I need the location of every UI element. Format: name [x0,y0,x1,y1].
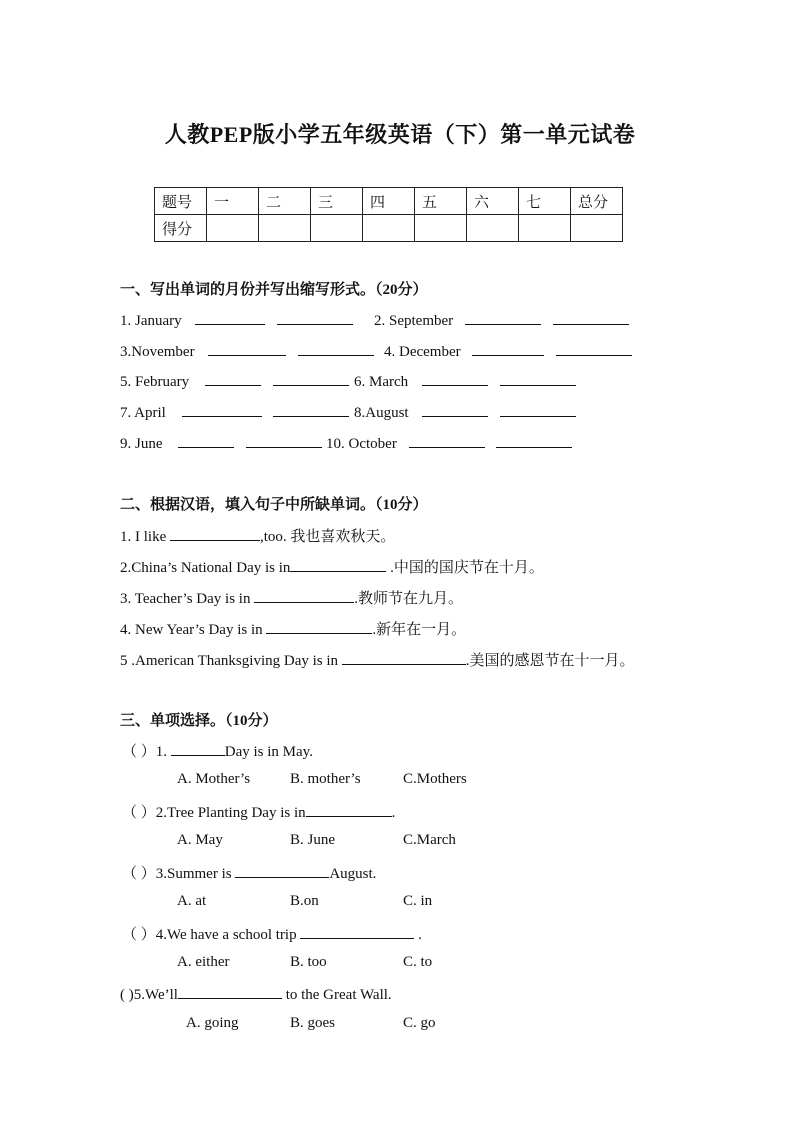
s1-word: 9. June [120,436,163,452]
answer-blank[interactable] [422,402,488,417]
s1-item-5-left [120,371,349,391]
s1-word: 1. January [120,313,182,329]
score-input-cell[interactable] [207,215,259,242]
s3-pre: （ ）2.Tree Planting Day is in [122,805,306,821]
answer-blank[interactable] [273,402,349,417]
option-b[interactable]: B.on [290,893,319,909]
answer-blank[interactable] [246,433,322,448]
s3-post: to the Great Wall. [281,987,392,1003]
option-c[interactable]: C.Mothers [403,771,467,787]
s2-post: .新年在一月。 [372,622,467,638]
s3-question [122,801,395,822]
s1-item-8-right [354,402,576,422]
s1-word: 8.August [354,405,409,421]
s1-word: 10. October [326,436,397,452]
s2-item [120,556,544,577]
s1-item-7-left [120,402,349,422]
score-input-cell[interactable] [467,215,519,242]
score-table [154,187,623,242]
s3-question [122,862,376,883]
section1-heading: 一、写出单词的月份并写出缩写形式。（20分） [120,282,428,298]
section2-heading: 二、根据汉语，填入句子中所缺单词。（10分） [120,497,428,513]
answer-blank[interactable] [208,341,286,356]
s1-item-1-left [120,310,353,330]
page-title: 人教PEP版小学五年级英语（下）第一单元试卷 [164,122,636,147]
s2-pre: 4. New Year’s Day is in [120,622,267,638]
s3-post: August. [329,866,377,882]
s1-item-4-right [384,341,632,361]
score-cell: 七 [519,188,571,215]
s2-post: .中国的国庆节在十月。 [386,560,544,576]
answer-blank[interactable] [170,526,260,541]
score-input-cell[interactable] [571,215,623,242]
answer-blank[interactable] [300,924,414,939]
s2-post: .教师节在九月。 [354,591,463,607]
answer-blank[interactable] [422,371,488,386]
score-cell: 三 [311,188,363,215]
answer-blank[interactable] [235,863,329,878]
score-input-cell[interactable] [259,215,311,242]
answer-blank[interactable] [178,984,282,999]
s1-item-3-left [120,341,374,361]
score-cell: 五 [415,188,467,215]
s2-post: ,too. 我也喜欢秋天。 [260,529,396,545]
s2-pre: 3. Teacher’s Day is in [120,591,255,607]
s1-word: 4. December [384,344,461,360]
s1-item-10-right [326,433,572,453]
s3-pre: （ ）1. [122,744,171,760]
option-b[interactable]: B. mother’s [290,771,361,787]
s3-pre: （ ）4.We have a school trip [122,927,301,943]
answer-blank[interactable] [290,557,386,572]
answer-blank[interactable] [171,741,225,756]
answer-blank[interactable] [553,310,629,325]
s1-word: 3.November [120,344,195,360]
s3-question [122,740,313,761]
s2-item [120,618,466,639]
s3-pre: （ ）3.Summer is [122,866,236,882]
s2-pre: 2.China’s National Day is in [120,560,291,576]
answer-blank[interactable] [195,310,265,325]
option-a[interactable]: A. May [177,832,223,848]
option-a[interactable]: A. going [186,1015,239,1031]
s2-item [120,525,395,546]
s1-word: 2. September [374,313,454,329]
s2-post: .美国的感恩节在十一月。 [465,653,635,669]
answer-blank[interactable] [178,433,234,448]
score-table-header-row [155,188,623,215]
s2-pre: 5 .American Thanksgiving Day is in [120,653,342,669]
option-b[interactable]: B. too [290,954,327,970]
answer-blank[interactable] [500,371,576,386]
answer-blank[interactable] [496,433,572,448]
option-c[interactable]: C. to [403,954,433,970]
s1-item-6-right [354,371,576,391]
answer-blank[interactable] [277,310,353,325]
option-a[interactable]: A. Mother’s [177,771,251,787]
s1-word: 6. March [354,374,409,390]
answer-blank[interactable] [556,341,632,356]
answer-blank[interactable] [500,402,576,417]
answer-blank[interactable] [298,341,374,356]
s1-item-9-left [120,433,322,453]
answer-blank[interactable] [273,371,349,386]
answer-blank[interactable] [465,310,541,325]
score-table-score-row [155,215,623,242]
option-a[interactable]: A. either [177,954,230,970]
answer-blank[interactable] [254,588,354,603]
section3-heading: 三、单项选择。（10分） [120,713,278,729]
score-cell: 总分 [571,188,623,215]
s3-question [120,984,392,1004]
score-cell: 四 [363,188,415,215]
option-a[interactable]: A. at [177,893,207,909]
answer-blank[interactable] [205,371,261,386]
answer-blank[interactable] [266,619,372,634]
answer-blank[interactable] [182,402,262,417]
answer-blank[interactable] [409,433,485,448]
score-cell: 六 [467,188,519,215]
score-row-label: 得分 [155,215,207,242]
answer-blank[interactable] [472,341,544,356]
score-cell: 题号 [155,188,207,215]
s1-word: 7. April [120,405,166,421]
s2-pre: 1. I like [120,529,170,545]
s2-item [120,649,635,670]
s3-question [122,923,422,944]
score-input-cell[interactable] [519,215,571,242]
score-cell: 一 [207,188,259,215]
s2-item [120,587,463,608]
s3-post: . [414,927,422,943]
s3-pre: ( )5.We’ll [120,987,178,1003]
score-cell: 二 [259,188,311,215]
option-c[interactable]: C. in [403,893,433,909]
score-input-cell[interactable] [311,215,363,242]
s1-item-2-right [374,310,629,330]
s3-post: Day is in May. [224,744,313,760]
option-b[interactable]: B. June [290,832,335,848]
score-input-cell[interactable] [415,215,467,242]
option-c[interactable]: C.March [403,832,456,848]
s1-word: 5. February [120,374,190,390]
answer-blank[interactable] [342,650,466,665]
answer-blank[interactable] [306,802,392,817]
s3-post: . [391,805,396,821]
score-input-cell[interactable] [363,215,415,242]
option-c[interactable]: C. go [403,1015,436,1031]
option-b[interactable]: B. goes [290,1015,335,1031]
